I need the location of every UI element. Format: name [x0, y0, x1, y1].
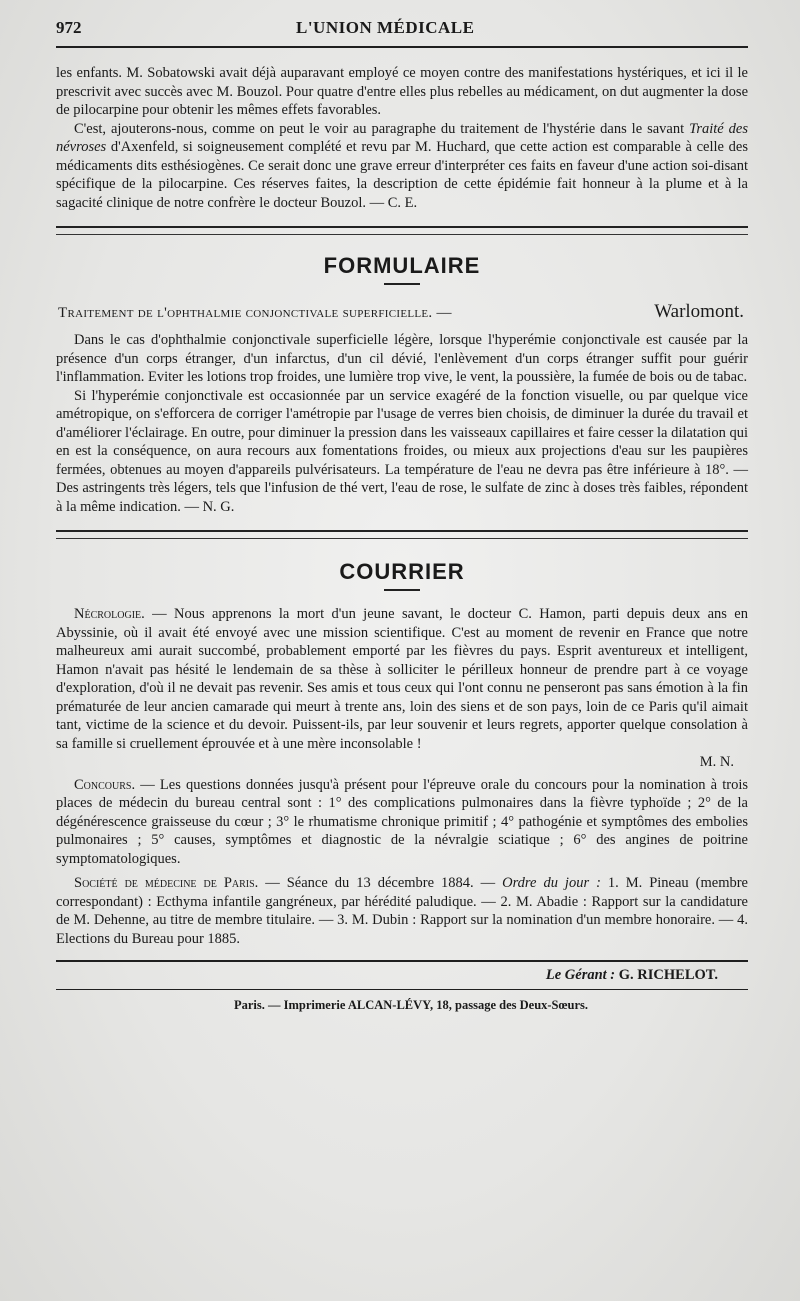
page-number: 972 [56, 18, 82, 37]
societe-label: Société de médecine de Paris. [74, 875, 259, 891]
courrier-title: COURRIER [339, 559, 465, 584]
book-title: Traité des névroses [56, 120, 749, 155]
necrologie-signature: M. N. [699, 754, 734, 770]
footer-rule-top [56, 960, 748, 962]
formulaire-paragraph-2: Si l'hyperémie conjonctivale est occasionnée par un service exagéré de la fonction visuelle, ou par quelque vice amétropique, on s'efforcera de corriger l'amétropie par l'usage de verres bien choisis, de diminuer la durée du travail et d'améliorer l'éclairage. En outre, pour diminuer la pression dans les vaisseaux capillaires et faire cesser la dilatation qui en est la conséquence, on aura recours aux fomentations froides, ou mieux aux projections d'eau sur les paupières fermées, obtenues au moyen d'appareils pulvérisateurs. La température de l'eau ne devra pas être inférieure à 18°. — Des astringents très légers, tels que l'infusion de thé vert, l'eau de rose, le sulfate de zinc à doses très faibles, répondent à la même indication. — N. G. [56, 387, 748, 515]
formulaire-paragraph-1: Dans le cas d'ophthalmie conjonctivale superficielle légère, lorsque l'hyperémie conjonctivale est causée par la présence d'un corps étranger, d'un infarctus, d'un cil dévié, l'enlèvement d'un corps étranger suffit pour guérir l'inflammation. Eviter les lotions trop froides, une lumière trop vive, le vent, la poussière, la fumée de bois ou de tabac. [56, 332, 748, 385]
courrier-title-dash [384, 589, 420, 591]
concours-label: Concours. [74, 776, 136, 793]
manager-signature: Le Gérant : G. RICHELOT. [545, 967, 718, 983]
formulaire-body [56, 331, 748, 516]
formulaire-title: FORMULAIRE [323, 253, 481, 278]
journal-title: L'UNION MÉDICALE [296, 18, 475, 37]
running-head [56, 18, 748, 44]
ordre-du-jour: Ordre du jour : [502, 875, 601, 891]
section-divider-2 [56, 530, 748, 539]
formulaire-article-heading [56, 301, 748, 323]
intro-paragraph-1: les enfants. M. Sobatowski avait déjà auparavant employé ce moyen contre des manifestations hystériques, et ici il le prescrivit avec succès avec M. Bouzol. Pour quatre d'entre elles plus rebelles au médicament, on dut augmenter la dose de pilocarpine pour obtenir les mêmes effets favorables. [56, 65, 748, 118]
concours-paragraph: Concours. — Les questions données jusqu'à présent pour l'épreuve orale du concours pour la nomination à trois places de médecin du bureau central sont : 1° des complications pulmonaires dans la fièvre typhoïde ; 2° de la dégénérescence graisseuse du cœur ; 3° le rhumatisme chronique primitif ; 4° pathogénie et symptômes des embolies pulmonaires ; 5° causes, symptômes et diagnostic de la névralgie sciatique ; 6° des angines de poitrine symptomatologiques. [56, 776, 748, 867]
necrologie-paragraph: Nécrologie. — Nous apprenons la mort d'un jeune savant, le docteur C. Hamon, parti depuis deux ans en Abyssinie, où il avait été envoyé avec une mission scientifique. C'est au moment de revenir en France que notre malheureux ami aurait succombé, probablement emporté par les fièvres du pays. Esprit aventureux et intelligent, Hamon n'avait pas hésité le lendemain de sa thèse à solliciter le périlleux honneur de prendre part à ce voyage d'exploration, d'où il ne devait pas revenir. Ses amis et tous ceux qui l'ont connu ne penseront pas sans émotion à la fin prématurée de leur ancien camarade qui meurt à trente ans, loin des siens et de son pays, loin de ce Paris qu'il aimait tant, victime de la science et du devoir. Puissent-ils, par leur souvenir et leurs regrets, apporter quelque consolation à sa famille si cruellement éprouvée et à une mère inconsolable ! [56, 606, 748, 752]
section-divider-1 [56, 226, 748, 235]
intro-paragraph-2: C'est, ajouterons-nous, comme on peut le voir au paragraphe du traitement de l'hystérie dans le savant Traité des névroses d'Axenfeld, si soigneusement complété et revu par M. Huchard, que cette action est comparable à celle des médicaments dits esthésiogènes. Ce serait donc une grave erreur d'interpréter ces faits en faveur d'une action soi-disant spécifique de la pilocarpine. Ces réserves faites, la description de cette épidémie fait honneur à la plume et à la sagacité clinique de notre confrère le docteur Bouzol. — C. E. [56, 120, 749, 211]
formulaire-title-dash [384, 283, 420, 285]
footer-rule-bottom [56, 989, 748, 990]
necrologie-label: Nécrologie. [74, 606, 145, 622]
printer-imprint: Paris. — Imprimerie ALCAN-LÉVY, 18, passage des Deux-Sœurs. [233, 997, 589, 1012]
intro-section [56, 64, 748, 212]
article-author: Warlomont. [654, 301, 744, 322]
societe-paragraph: Société de médecine de Paris. — Séance du 13 décembre 1884. — Ordre du jour : 1. M. Pineau (membre correspondant) : Ecthyma infantile gangréneux, par hérédité paludique. — 2. M. Abadie : Rapport sur la candidature de M. Dehenne, au titre de membre titulaire. — 3. M. Dubin : Rapport sur la nomination d'un membre honoraire. — 4. Elections du Bureau pour 1885. [56, 875, 748, 947]
article-heading-text: Traitement de l'ophthalmie conjonctivale superficielle. — [58, 305, 452, 321]
courrier-body [56, 605, 748, 948]
header-rule [56, 46, 748, 48]
